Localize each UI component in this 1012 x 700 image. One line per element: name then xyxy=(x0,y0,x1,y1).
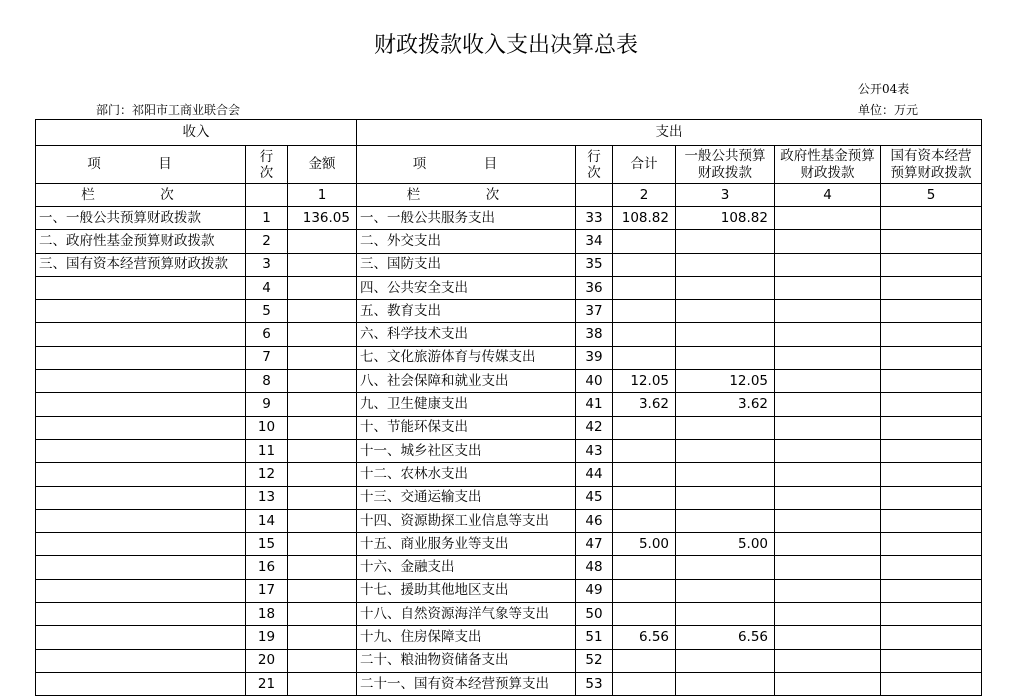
income-amount xyxy=(288,253,357,276)
table-row xyxy=(36,509,982,532)
general-budget-amount xyxy=(676,463,775,486)
table-row xyxy=(36,393,982,416)
income-row-no: 16 xyxy=(246,556,288,579)
total-amount xyxy=(613,486,676,509)
expense-rowno-header: 行次 xyxy=(576,146,613,184)
expense-row-no: 34 xyxy=(576,230,613,253)
general-budget-header: 一般公共预算财政拨款 xyxy=(676,146,775,184)
total-header: 合计 xyxy=(613,146,676,184)
total-amount xyxy=(613,300,676,323)
table-row xyxy=(36,253,982,276)
state-capital-amount xyxy=(881,463,982,486)
income-lanci-blank xyxy=(246,184,288,207)
income-row-no: 21 xyxy=(246,672,288,695)
expense-item: 十五、商业服务业等支出 xyxy=(357,533,576,556)
general-budget-amount: 12.05 xyxy=(676,370,775,393)
expense-row-no: 35 xyxy=(576,253,613,276)
expense-item: 十八、自然资源海洋气象等支出 xyxy=(357,603,576,626)
income-item xyxy=(36,579,246,602)
state-capital-amount xyxy=(881,579,982,602)
income-item xyxy=(36,533,246,556)
general-budget-amount xyxy=(676,439,775,462)
total-amount xyxy=(613,230,676,253)
income-row-no: 6 xyxy=(246,323,288,346)
income-row-no: 15 xyxy=(246,533,288,556)
income-item xyxy=(36,346,246,369)
expense-item: 七、文化旅游体育与传媒支出 xyxy=(357,346,576,369)
income-item xyxy=(36,463,246,486)
income-amount xyxy=(288,346,357,369)
expense-row-no: 43 xyxy=(576,439,613,462)
state-capital-amount xyxy=(881,370,982,393)
income-item xyxy=(36,323,246,346)
gov-fund-amount xyxy=(775,486,881,509)
gov-fund-amount xyxy=(775,463,881,486)
state-capital-amount xyxy=(881,486,982,509)
income-amount xyxy=(288,579,357,602)
general-budget-amount xyxy=(676,603,775,626)
expense-lanci-blank xyxy=(576,184,613,207)
expense-row-no: 36 xyxy=(576,276,613,299)
gov-fund-amount xyxy=(775,672,881,695)
income-item-header: 项 目 xyxy=(36,146,246,184)
income-row-no: 5 xyxy=(246,300,288,323)
expense-item: 十一、城乡社区支出 xyxy=(357,439,576,462)
general-budget-amount xyxy=(676,509,775,532)
department-label: 部门：祁阳市工商业联合会 xyxy=(96,103,241,117)
income-item xyxy=(36,439,246,462)
state-capital-amount xyxy=(881,276,982,299)
expense-item: 三、国防支出 xyxy=(357,253,576,276)
table-row xyxy=(36,323,982,346)
expense-header: 支出 xyxy=(357,120,982,146)
general-budget-amount xyxy=(676,556,775,579)
gov-fund-amount xyxy=(775,230,881,253)
income-item xyxy=(36,370,246,393)
gov-fund-amount xyxy=(775,649,881,672)
table-row xyxy=(36,626,982,649)
income-row-no: 14 xyxy=(246,509,288,532)
income-amount xyxy=(288,276,357,299)
header-row-sections xyxy=(36,120,982,146)
income-item xyxy=(36,649,246,672)
expense-row-no: 39 xyxy=(576,346,613,369)
gov-fund-amount xyxy=(775,603,881,626)
income-row-no: 19 xyxy=(246,626,288,649)
total-amount xyxy=(613,603,676,626)
expense-row-no: 47 xyxy=(576,533,613,556)
income-item xyxy=(36,603,246,626)
total-amount: 12.05 xyxy=(613,370,676,393)
income-row-no: 1 xyxy=(246,207,288,230)
income-item xyxy=(36,556,246,579)
income-amount xyxy=(288,463,357,486)
income-amount xyxy=(288,626,357,649)
gov-fund-amount xyxy=(775,579,881,602)
gov-fund-amount xyxy=(775,346,881,369)
expense-row-no: 40 xyxy=(576,370,613,393)
income-amount xyxy=(288,649,357,672)
gov-fund-amount xyxy=(775,556,881,579)
state-capital-amount xyxy=(881,253,982,276)
state-capital-header: 国有资本经营预算财政拨款 xyxy=(881,146,982,184)
income-row-no: 2 xyxy=(246,230,288,253)
state-capital-amount xyxy=(881,207,982,230)
gov-fund-amount xyxy=(775,533,881,556)
gov-fund-amount xyxy=(775,323,881,346)
income-item xyxy=(36,672,246,695)
income-amount xyxy=(288,416,357,439)
state-capital-amount xyxy=(881,323,982,346)
expense-item: 二、外交支出 xyxy=(357,230,576,253)
table-row xyxy=(36,230,982,253)
table-row xyxy=(36,370,982,393)
income-amount xyxy=(288,370,357,393)
income-row-no: 3 xyxy=(246,253,288,276)
state-capital-amount xyxy=(881,556,982,579)
page-title: 财政拨款收入支出决算总表 xyxy=(373,33,638,58)
table-row xyxy=(36,346,982,369)
general-budget-amount: 108.82 xyxy=(676,207,775,230)
expense-row-no: 48 xyxy=(576,556,613,579)
expense-row-no: 49 xyxy=(576,579,613,602)
table-row xyxy=(36,556,982,579)
expense-item: 六、科学技术支出 xyxy=(357,323,576,346)
income-amount xyxy=(288,393,357,416)
income-item: 三、国有资本经营预算财政拨款 xyxy=(36,253,246,276)
state-capital-amount xyxy=(881,672,982,695)
state-capital-amount xyxy=(881,603,982,626)
expense-row-no: 37 xyxy=(576,300,613,323)
state-capital-amount xyxy=(881,393,982,416)
general-budget-amount xyxy=(676,579,775,602)
total-amount: 5.00 xyxy=(613,533,676,556)
income-row-no: 20 xyxy=(246,649,288,672)
expense-row-no: 45 xyxy=(576,486,613,509)
state-capital-amount xyxy=(881,533,982,556)
col-1-label: 1 xyxy=(288,184,357,207)
expense-item: 十、节能环保支出 xyxy=(357,416,576,439)
income-row-no: 17 xyxy=(246,579,288,602)
state-capital-amount xyxy=(881,230,982,253)
total-amount xyxy=(613,416,676,439)
table-row xyxy=(36,672,982,695)
state-capital-amount xyxy=(881,649,982,672)
income-amount xyxy=(288,603,357,626)
col-4-label: 4 xyxy=(775,184,881,207)
general-budget-amount: 5.00 xyxy=(676,533,775,556)
general-budget-amount xyxy=(676,323,775,346)
expense-row-no: 51 xyxy=(576,626,613,649)
total-amount xyxy=(613,346,676,369)
gov-fund-header: 政府性基金预算财政拨款 xyxy=(775,146,881,184)
expense-lanci: 栏 次 xyxy=(357,184,576,207)
general-budget-amount xyxy=(676,346,775,369)
total-amount: 6.56 xyxy=(613,626,676,649)
total-amount xyxy=(613,649,676,672)
income-row-no: 12 xyxy=(246,463,288,486)
income-item xyxy=(36,509,246,532)
general-budget-amount xyxy=(676,253,775,276)
state-capital-amount xyxy=(881,509,982,532)
gov-fund-amount xyxy=(775,509,881,532)
expense-item: 八、社会保障和就业支出 xyxy=(357,370,576,393)
income-amount xyxy=(288,300,357,323)
table-row xyxy=(36,276,982,299)
state-capital-amount xyxy=(881,439,982,462)
budget-table xyxy=(35,119,982,696)
expense-item: 十七、援助其他地区支出 xyxy=(357,579,576,602)
expense-row-no: 33 xyxy=(576,207,613,230)
table-row xyxy=(36,207,982,230)
income-row-no: 8 xyxy=(246,370,288,393)
table-row xyxy=(36,579,982,602)
table-row xyxy=(36,463,982,486)
general-budget-amount xyxy=(676,300,775,323)
expense-item: 十四、资源勘探工业信息等支出 xyxy=(357,509,576,532)
income-amount xyxy=(288,323,357,346)
total-amount xyxy=(613,556,676,579)
table-row xyxy=(36,649,982,672)
col-3-label: 3 xyxy=(676,184,775,207)
gov-fund-amount xyxy=(775,300,881,323)
income-amount xyxy=(288,533,357,556)
state-capital-amount xyxy=(881,300,982,323)
income-row-no: 11 xyxy=(246,439,288,462)
gov-fund-amount xyxy=(775,370,881,393)
income-amount xyxy=(288,509,357,532)
total-amount xyxy=(613,276,676,299)
income-item xyxy=(36,300,246,323)
income-row-no: 10 xyxy=(246,416,288,439)
income-amount: 136.05 xyxy=(288,207,357,230)
income-lanci: 栏 次 xyxy=(36,184,246,207)
expense-row-no: 41 xyxy=(576,393,613,416)
general-budget-amount xyxy=(676,230,775,253)
income-item xyxy=(36,416,246,439)
income-item: 一、一般公共预算财政拨款 xyxy=(36,207,246,230)
gov-fund-amount xyxy=(775,626,881,649)
income-amount xyxy=(288,486,357,509)
gov-fund-amount xyxy=(775,276,881,299)
expense-row-no: 44 xyxy=(576,463,613,486)
col-2-label: 2 xyxy=(613,184,676,207)
state-capital-amount xyxy=(881,626,982,649)
expense-item: 五、教育支出 xyxy=(357,300,576,323)
income-item xyxy=(36,393,246,416)
table-row xyxy=(36,300,982,323)
table-row xyxy=(36,533,982,556)
expense-row-no: 38 xyxy=(576,323,613,346)
expense-row-no: 46 xyxy=(576,509,613,532)
expense-item: 四、公共安全支出 xyxy=(357,276,576,299)
general-budget-amount: 6.56 xyxy=(676,626,775,649)
gov-fund-amount xyxy=(775,439,881,462)
income-amount xyxy=(288,230,357,253)
general-budget-amount xyxy=(676,416,775,439)
income-item xyxy=(36,626,246,649)
income-amount-header: 金额 xyxy=(288,146,357,184)
total-amount xyxy=(613,509,676,532)
total-amount: 3.62 xyxy=(613,393,676,416)
table-row xyxy=(36,416,982,439)
expense-item: 九、卫生健康支出 xyxy=(357,393,576,416)
income-row-no: 9 xyxy=(246,393,288,416)
total-amount xyxy=(613,463,676,486)
income-row-no: 4 xyxy=(246,276,288,299)
gov-fund-amount xyxy=(775,253,881,276)
form-number: 公开04表 xyxy=(858,82,910,96)
expense-row-no: 52 xyxy=(576,649,613,672)
general-budget-amount: 3.62 xyxy=(676,393,775,416)
general-budget-amount xyxy=(676,672,775,695)
expense-item: 十九、住房保障支出 xyxy=(357,626,576,649)
general-budget-amount xyxy=(676,276,775,299)
gov-fund-amount xyxy=(775,393,881,416)
table-row xyxy=(36,603,982,626)
expense-row-no: 53 xyxy=(576,672,613,695)
header-row-columns xyxy=(36,146,982,184)
total-amount xyxy=(613,579,676,602)
income-row-no: 13 xyxy=(246,486,288,509)
total-amount xyxy=(613,253,676,276)
unit-label: 单位：万元 xyxy=(858,103,919,117)
total-amount xyxy=(613,439,676,462)
expense-item: 二十一、国有资本经营预算支出 xyxy=(357,672,576,695)
total-amount xyxy=(613,672,676,695)
income-item: 二、政府性基金预算财政拨款 xyxy=(36,230,246,253)
gov-fund-amount xyxy=(775,416,881,439)
expense-item: 十六、金融支出 xyxy=(357,556,576,579)
expense-item-header: 项 目 xyxy=(357,146,576,184)
general-budget-amount xyxy=(676,649,775,672)
expense-item: 十三、交通运输支出 xyxy=(357,486,576,509)
income-amount xyxy=(288,439,357,462)
general-budget-amount xyxy=(676,486,775,509)
income-row-no: 18 xyxy=(246,603,288,626)
state-capital-amount xyxy=(881,416,982,439)
income-item xyxy=(36,486,246,509)
header-row-lanci xyxy=(36,184,982,207)
income-item xyxy=(36,276,246,299)
income-row-no: 7 xyxy=(246,346,288,369)
state-capital-amount xyxy=(881,346,982,369)
expense-item: 一、一般公共服务支出 xyxy=(357,207,576,230)
col-5-label: 5 xyxy=(881,184,982,207)
expense-item: 二十、粮油物资储备支出 xyxy=(357,649,576,672)
total-amount xyxy=(613,323,676,346)
income-header: 收入 xyxy=(36,120,357,146)
expense-row-no: 50 xyxy=(576,603,613,626)
income-rowno-header: 行次 xyxy=(246,146,288,184)
table-row xyxy=(36,486,982,509)
expense-row-no: 42 xyxy=(576,416,613,439)
table-row xyxy=(36,439,982,462)
income-amount xyxy=(288,672,357,695)
expense-item: 十二、农林水支出 xyxy=(357,463,576,486)
income-amount xyxy=(288,556,357,579)
gov-fund-amount xyxy=(775,207,881,230)
total-amount: 108.82 xyxy=(613,207,676,230)
